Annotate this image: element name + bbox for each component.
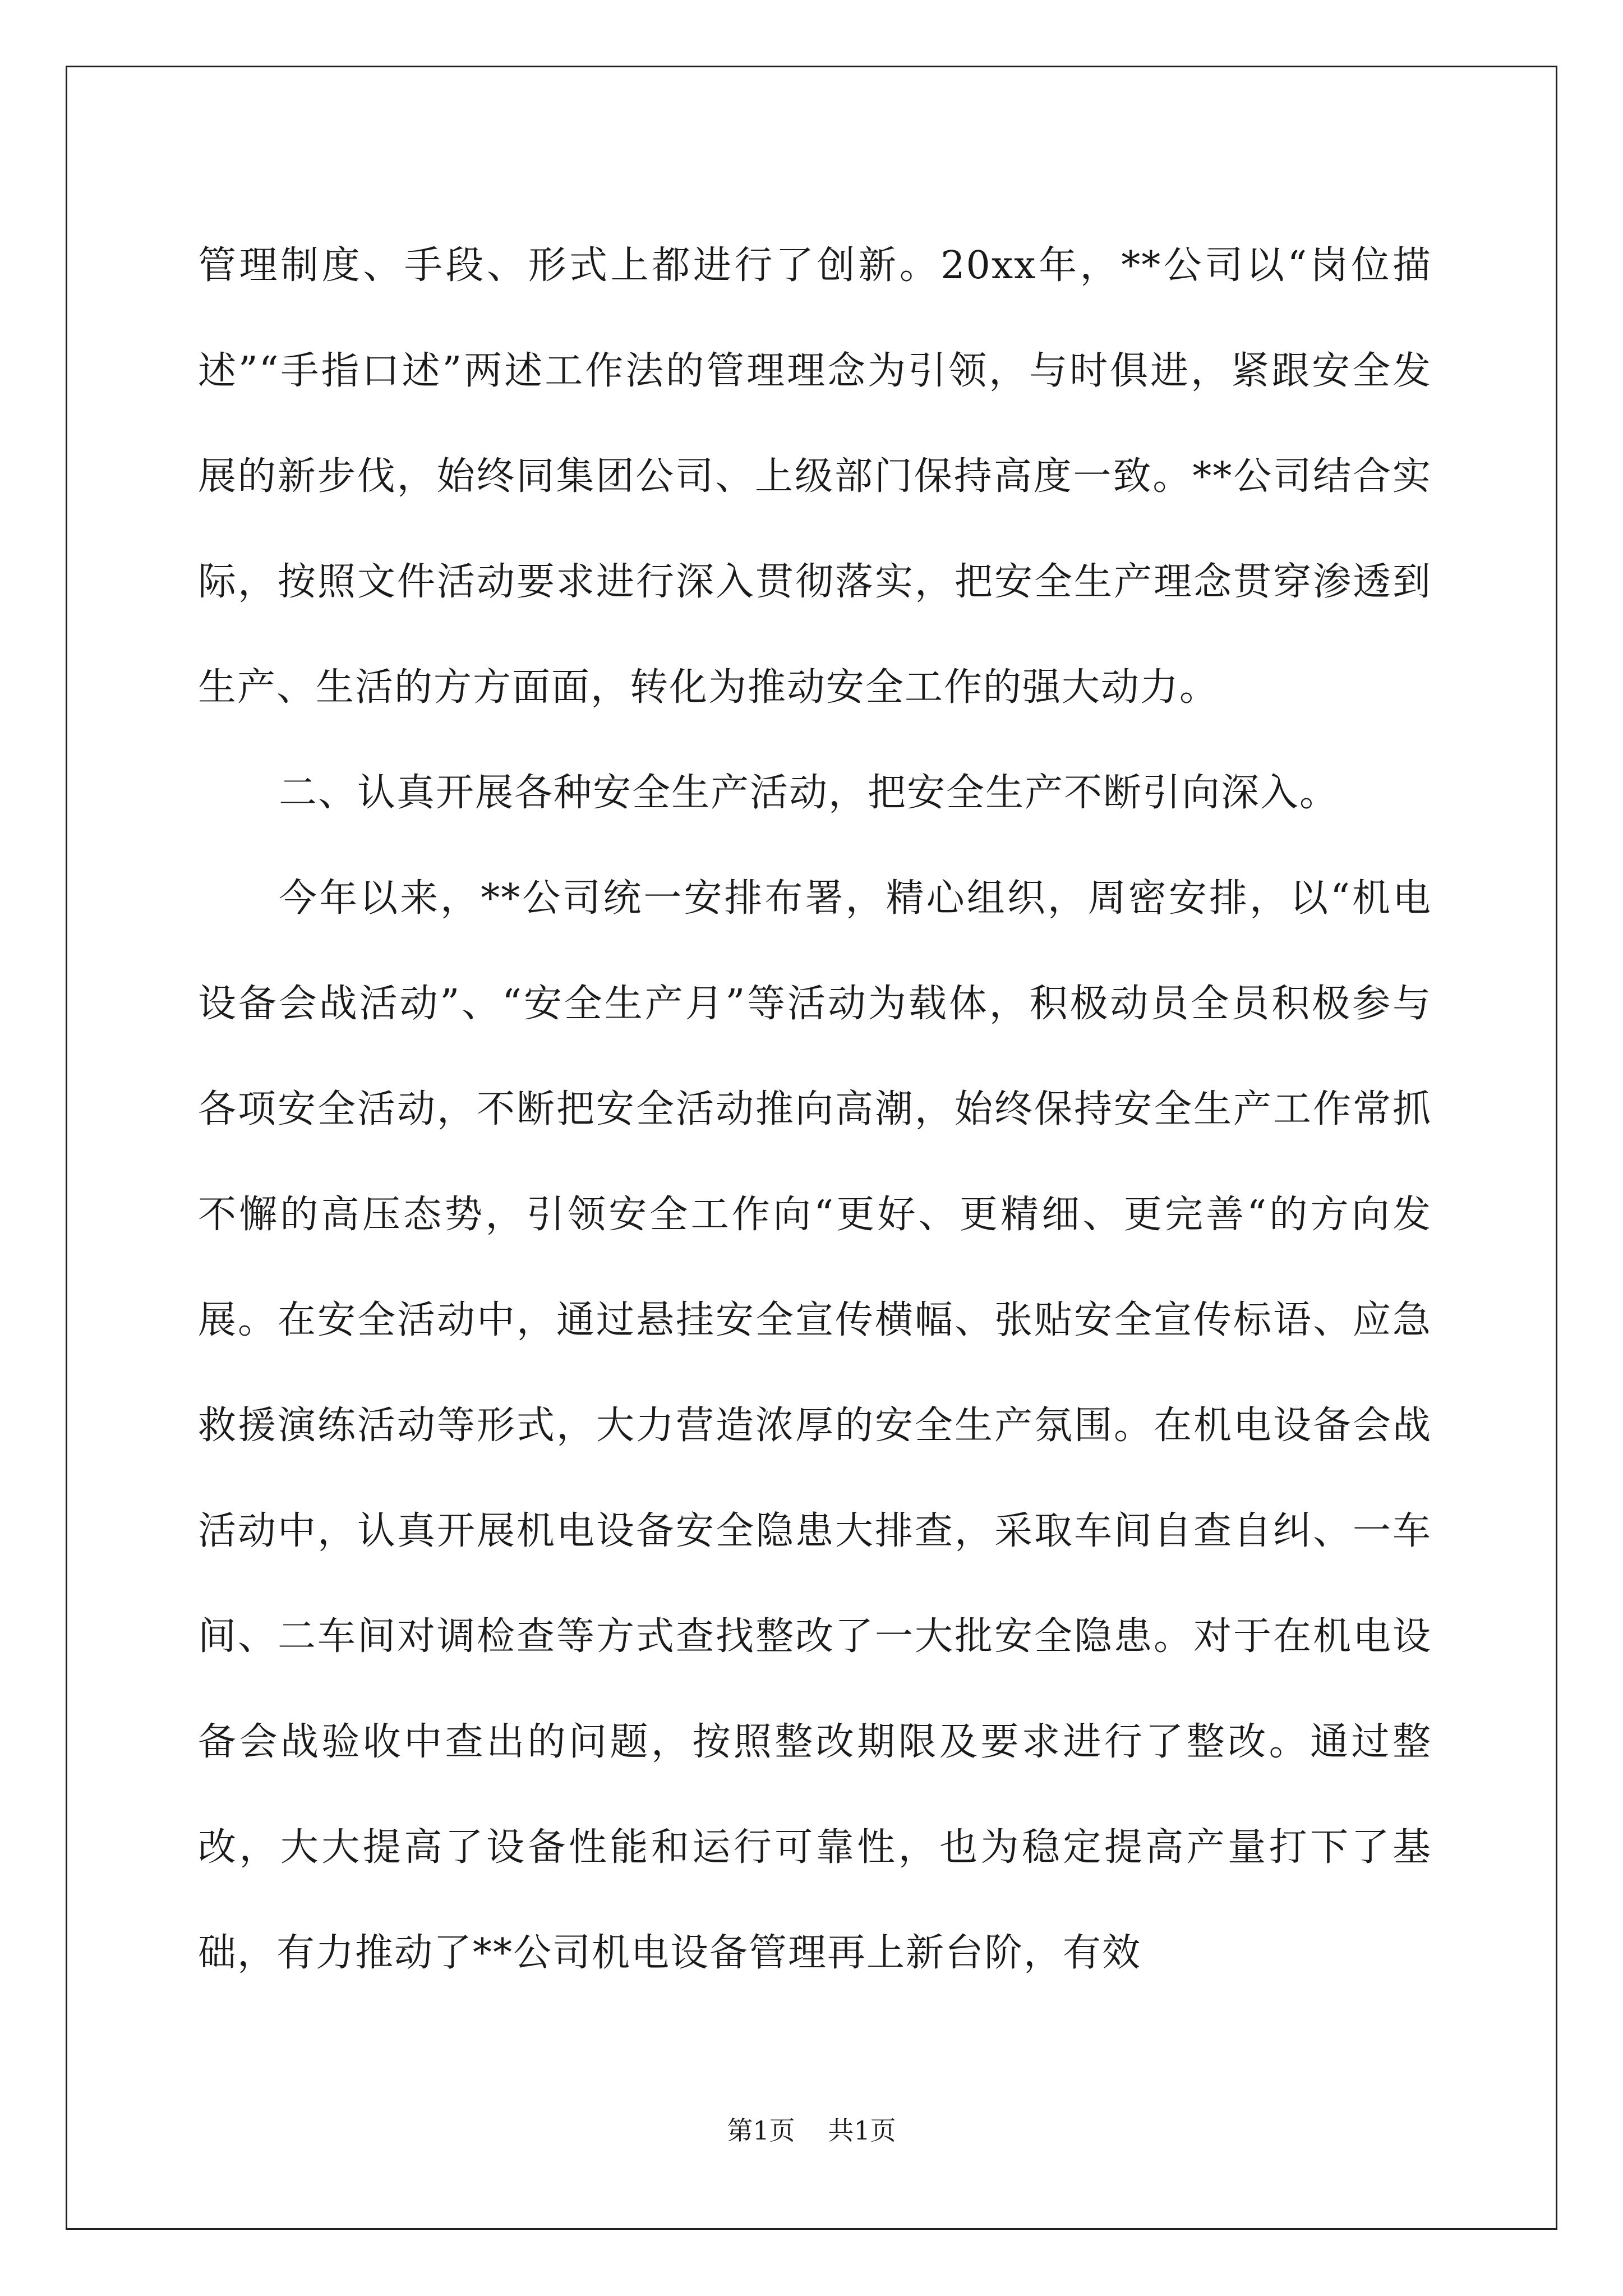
page-number-total: 共1页 (828, 2115, 896, 2146)
paragraph-1: 管理制度、手段、形式上都进行了创新。20xx年，**公司以“岗位描述”“手指口述”两述工作法的管理理念为引领，与时俱进，紧跟安全发展的新步伐，始终同集团公司、上级部门保持高度一致。**公司结合实际，按照文件活动要求进行深入贯彻落实，把安全生产理念贯穿渗透到生产、生活的方方面面，转化为推动安全工作的强大动力。 (198, 243, 1432, 710)
page-number-current: 第1页 (727, 2115, 795, 2146)
paragraph-2-heading: 二、认真开展各种安全生产活动，把安全生产不断引向深入。 (279, 771, 1339, 815)
page-footer (0, 2114, 1623, 2147)
document-body (198, 213, 1432, 2006)
paragraph-3: 今年以来，**公司统一安排布署，精心组织，周密安排，以“机电设备会战活动”、“安全生产月”等活动为载体，积极动员全员积极参与各项安全活动，不断把安全活动推向高潮，始终保持安全生产工作常抓不懈的高压态势，引领安全工作向“更好、更精细、更完善“的方向发展。在安全活动中，通过悬挂安全宣传横幅、张贴安全宣传标语、应急救援演练活动等形式，大力营造浓厚的安全生产氛围。在机电设备会战活动中，认真开展机电设备安全隐患大排查，采取车间自查自纠、一车间、二车间对调检查等方式查找整改了一大批安全隐患。对于在机电设备会战验收中查出的问题，按照整改期限及要求进行了整改。通过整改，大大提高了设备性能和运行可靠性，也为稳定提高产量打下了基础，有力推动了**公司机电设备管理再上新台阶，有效 (198, 876, 1432, 1975)
